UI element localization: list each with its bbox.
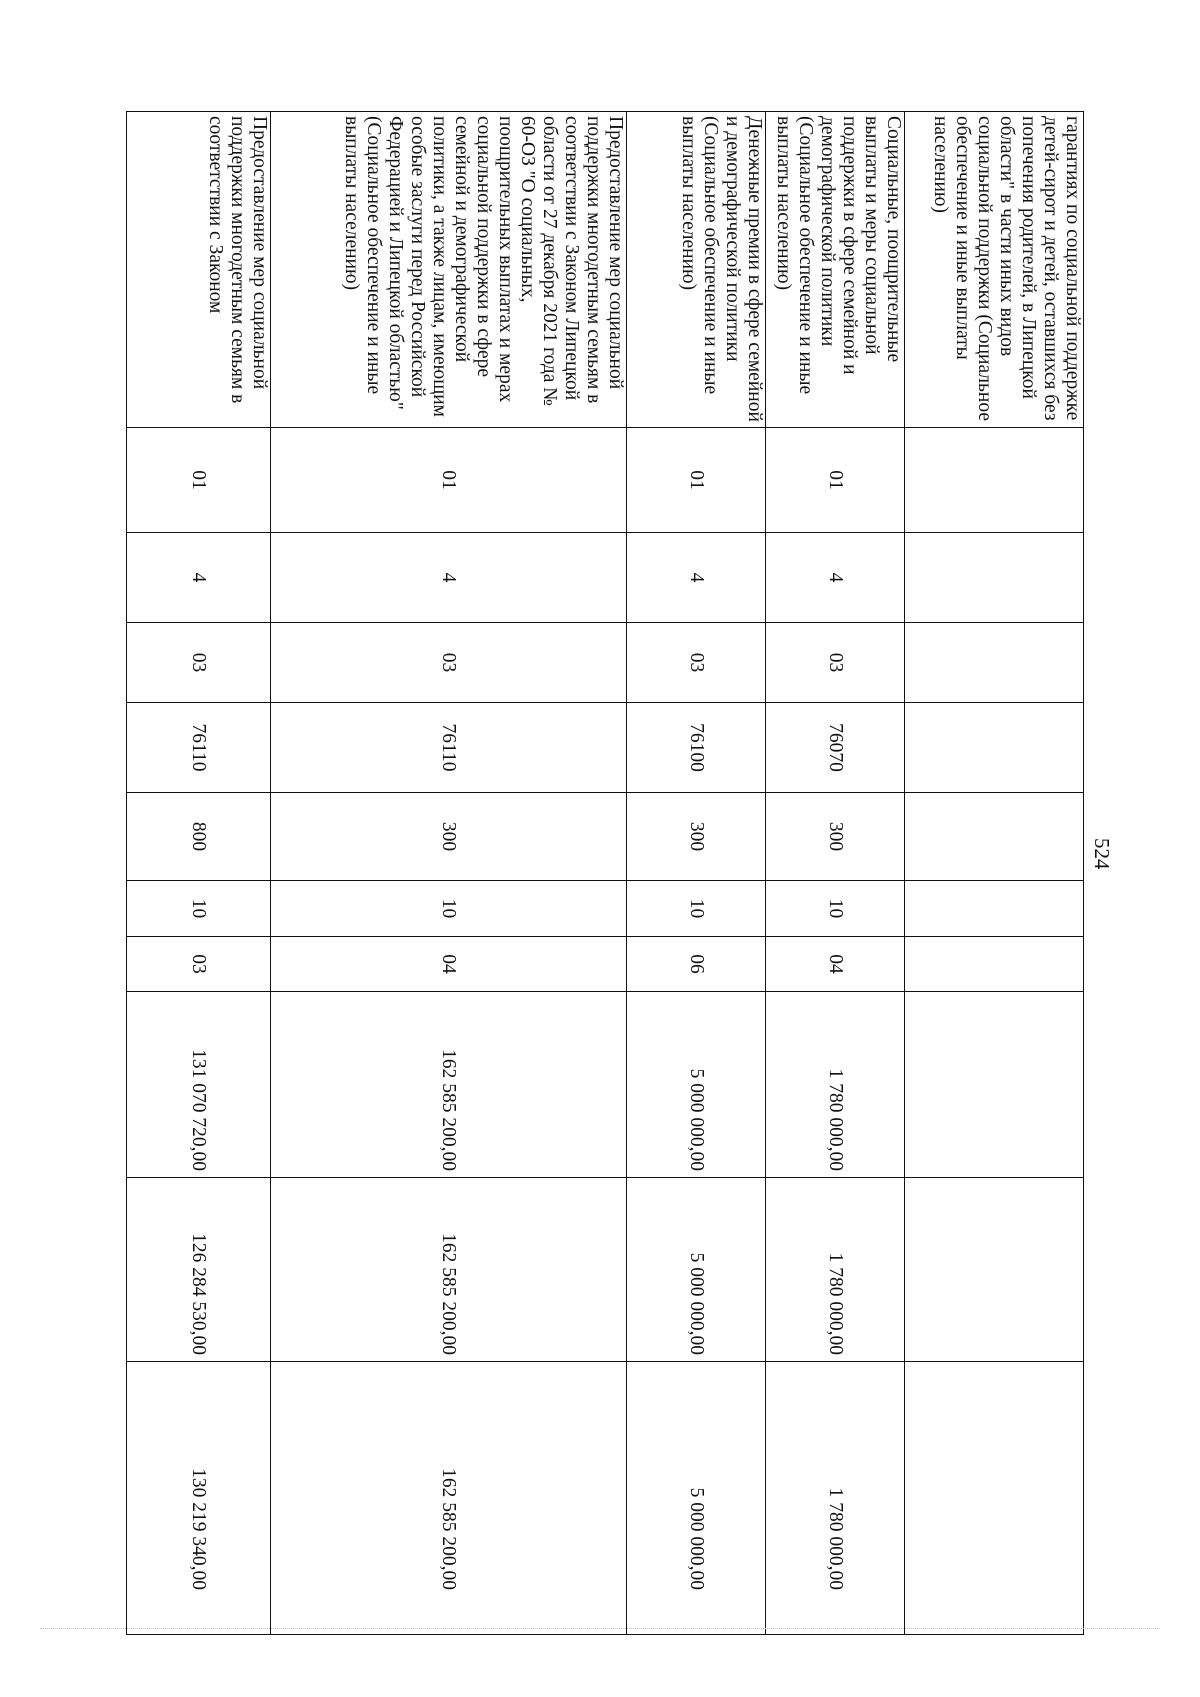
- code-cell-3: 03: [127, 622, 270, 702]
- table-row: [627, 112, 766, 1634]
- sum-cell-2: [905, 1177, 1083, 1361]
- code-cell-6: 10: [127, 880, 270, 936]
- sum-cell-1: [905, 991, 1083, 1177]
- code-cell-4: 76110: [271, 702, 626, 792]
- code-cell-6: [905, 880, 1083, 936]
- code-cell-7: 04: [766, 936, 905, 991]
- code-cell-3: [905, 622, 1083, 702]
- code-cell-6: 10: [271, 880, 626, 936]
- code-cell-6: 10: [766, 880, 905, 936]
- code-cell-2: 4: [766, 532, 905, 622]
- sum-cell-3: 1 780 000,00: [766, 1361, 905, 1596]
- code-cell-1: 01: [766, 427, 905, 532]
- sum-cell-3: [905, 1361, 1083, 1596]
- code-cell-2: 4: [627, 532, 765, 622]
- sum-cell-1: 131 070 720,00: [127, 991, 270, 1177]
- code-cell-4: 76070: [766, 702, 905, 792]
- code-cell-5: 300: [627, 792, 765, 880]
- code-cell-2: [905, 532, 1083, 622]
- code-cell-5: [905, 792, 1083, 880]
- code-cell-5: 300: [766, 792, 905, 880]
- code-cell-4: [905, 702, 1083, 792]
- code-cell-2: 4: [127, 532, 270, 622]
- row-name-cell: Предоставление мер социальной поддержки многодетным семьям в соответствии с Законом: [204, 116, 270, 404]
- sum-cell-1: 5 000 000,00: [627, 991, 765, 1177]
- code-cell-3: 03: [271, 622, 626, 702]
- sum-cell-2: 1 780 000,00: [766, 1177, 905, 1361]
- code-cell-5: 800: [127, 792, 270, 880]
- code-cell-7: 03: [127, 936, 270, 991]
- table-row: [271, 112, 627, 1634]
- row-name-cell: Предоставление мер социальной поддержки многодетным семьям в соответствии с Законом Липецкой области от 27 декабря 2021 года № 60-ОЗ "О социальных, поощрительных выплатах и мерах социальной поддержки в сфере семейной и демографической политики, а также лицам, имеющим особые заслуги перед Российской Федерацией и Липецкой областью" (Социальное обеспечение и иные выплаты населению): [340, 116, 626, 418]
- scan-artifact-line: [40, 1628, 1160, 1631]
- code-cell-7: 06: [627, 936, 765, 991]
- sum-cell-1: 1 780 000,00: [766, 991, 905, 1177]
- row-name-cell: Денежные премии в сфере семейной и демографической политики (Социальное обеспечение и иные выплаты населению): [677, 116, 765, 422]
- budget-table: [126, 111, 1084, 1635]
- table-row: [127, 112, 271, 1634]
- row-name-cell: гарантиях по социальной поддержке детей-сирот и детей, оставшихся без попечения родителей, в Липецкой области" в части иных видов социальной поддержки (Социальное обеспечение и иные выплаты населению): [930, 116, 1083, 422]
- code-cell-5: 300: [271, 792, 626, 880]
- code-cell-7: [905, 936, 1083, 991]
- code-cell-1: [905, 427, 1083, 532]
- sum-cell-3: 162 585 200,00: [271, 1361, 626, 1596]
- table-row: [766, 112, 906, 1634]
- page-number: 524: [1090, 838, 1114, 870]
- sum-cell-1: 162 585 200,00: [271, 991, 626, 1177]
- code-cell-6: 10: [627, 880, 765, 936]
- sum-cell-3: 130 219 340,00: [127, 1361, 270, 1596]
- code-cell-3: 03: [627, 622, 765, 702]
- sum-cell-3: 5 000 000,00: [627, 1361, 765, 1596]
- code-cell-1: 01: [127, 427, 270, 532]
- sum-cell-2: 126 284 530,00: [127, 1177, 270, 1361]
- row-name-cell: Социальные, поощрительные выплаты и меры социальной поддержки в сфере семейной и демографической политики (Социальное обеспечение и иные выплаты населению): [773, 116, 905, 395]
- sum-cell-2: 5 000 000,00: [627, 1177, 765, 1361]
- code-cell-4: 76110: [127, 702, 270, 792]
- code-cell-4: 76100: [627, 702, 765, 792]
- code-cell-3: 03: [766, 622, 905, 702]
- sum-cell-2: 162 585 200,00: [271, 1177, 626, 1361]
- code-cell-7: 04: [271, 936, 626, 991]
- code-cell-1: 01: [627, 427, 765, 532]
- table-row: [905, 112, 1083, 1634]
- code-cell-2: 4: [271, 532, 626, 622]
- code-cell-1: 01: [271, 427, 626, 532]
